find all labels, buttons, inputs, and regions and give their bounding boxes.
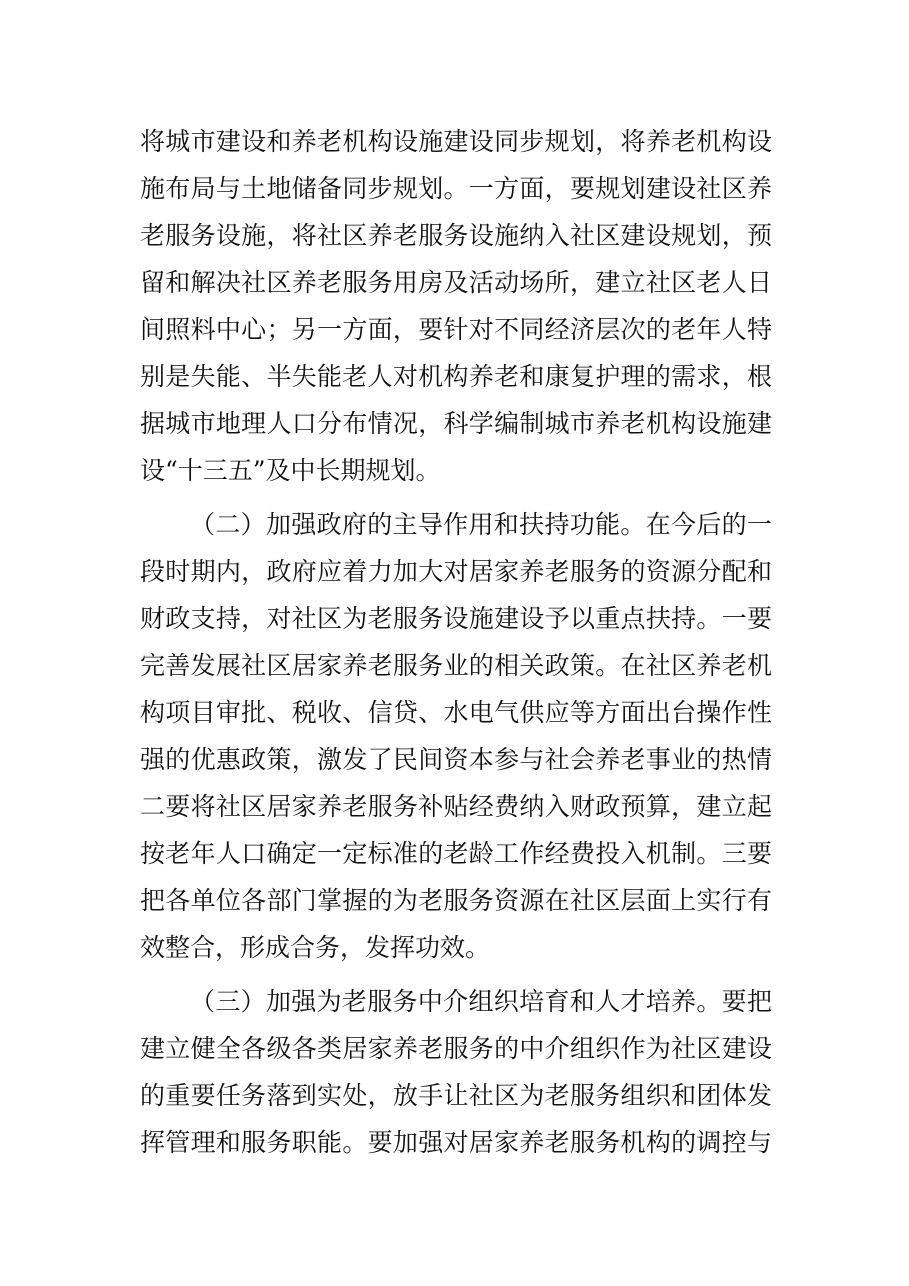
paragraph-heading-3: （三）加强为老服务中介组织培育和人才培养。要把 bbox=[190, 987, 772, 1016]
text-line: 完善发展社区居家养老服务业的相关政策。在社区养老机 bbox=[140, 651, 772, 680]
text-line: 建立健全各级各类居家养老服务的中介组织作为社区建设 bbox=[140, 1034, 772, 1063]
text-line: 间照料中心；另一方面，要针对不同经济层次的老年人特 bbox=[140, 315, 772, 344]
paragraph-heading-2: （二）加强政府的主导作用和扶持功能。在今后的一 bbox=[190, 510, 772, 539]
text-line: 效整合，形成合务，发挥功效。 bbox=[140, 933, 491, 962]
text-line: 据城市地理人口分布情况，科学编制城市养老机构设施建 bbox=[140, 409, 772, 438]
text-line: 强的优惠政策，激发了民间资本参与社会养老事业的热情 bbox=[140, 745, 772, 774]
text-line: 把各单位各部门掌握的为老服务资源在社区层面上实行有 bbox=[140, 886, 772, 915]
text-line: 按老年人口确定一定标准的老龄工作经费投入机制。三要 bbox=[140, 839, 772, 868]
text-line: 老服务设施，将社区养老服务设施纳入社区建设规划，预 bbox=[140, 221, 772, 250]
text-line: 段时期内，政府应着力加大对居家养老服务的资源分配和 bbox=[140, 557, 772, 586]
text-line: 构项目审批、税收、信贷、水电气供应等方面出台操作性 bbox=[140, 698, 772, 727]
text-line: 留和解决社区养老服务用房及活动场所，建立社区老人日 bbox=[140, 268, 772, 297]
text-line: 别是失能、半失能老人对机构养老和康复护理的需求，根 bbox=[140, 362, 772, 391]
text-line: 财政支持，对社区为老服务设施建设予以重点扶持。一要 bbox=[140, 604, 772, 633]
text-line: 挥管理和服务职能。要加强对居家养老服务机构的调控与 bbox=[140, 1128, 772, 1157]
text-line: 施布局与土地储备同步规划。一方面，要规划建设社区养 bbox=[140, 174, 772, 203]
text-line: 将城市建设和养老机构设施建设同步规划，将养老机构设 bbox=[140, 127, 772, 156]
text-line: 二要将社区居家养老服务补贴经费纳入财政预算，建立起 bbox=[140, 792, 772, 821]
text-line: 的重要任务落到实处，放手让社区为老服务组织和团体发 bbox=[140, 1081, 772, 1110]
text-line: 设“十三五”及中长期规划。 bbox=[140, 456, 441, 485]
